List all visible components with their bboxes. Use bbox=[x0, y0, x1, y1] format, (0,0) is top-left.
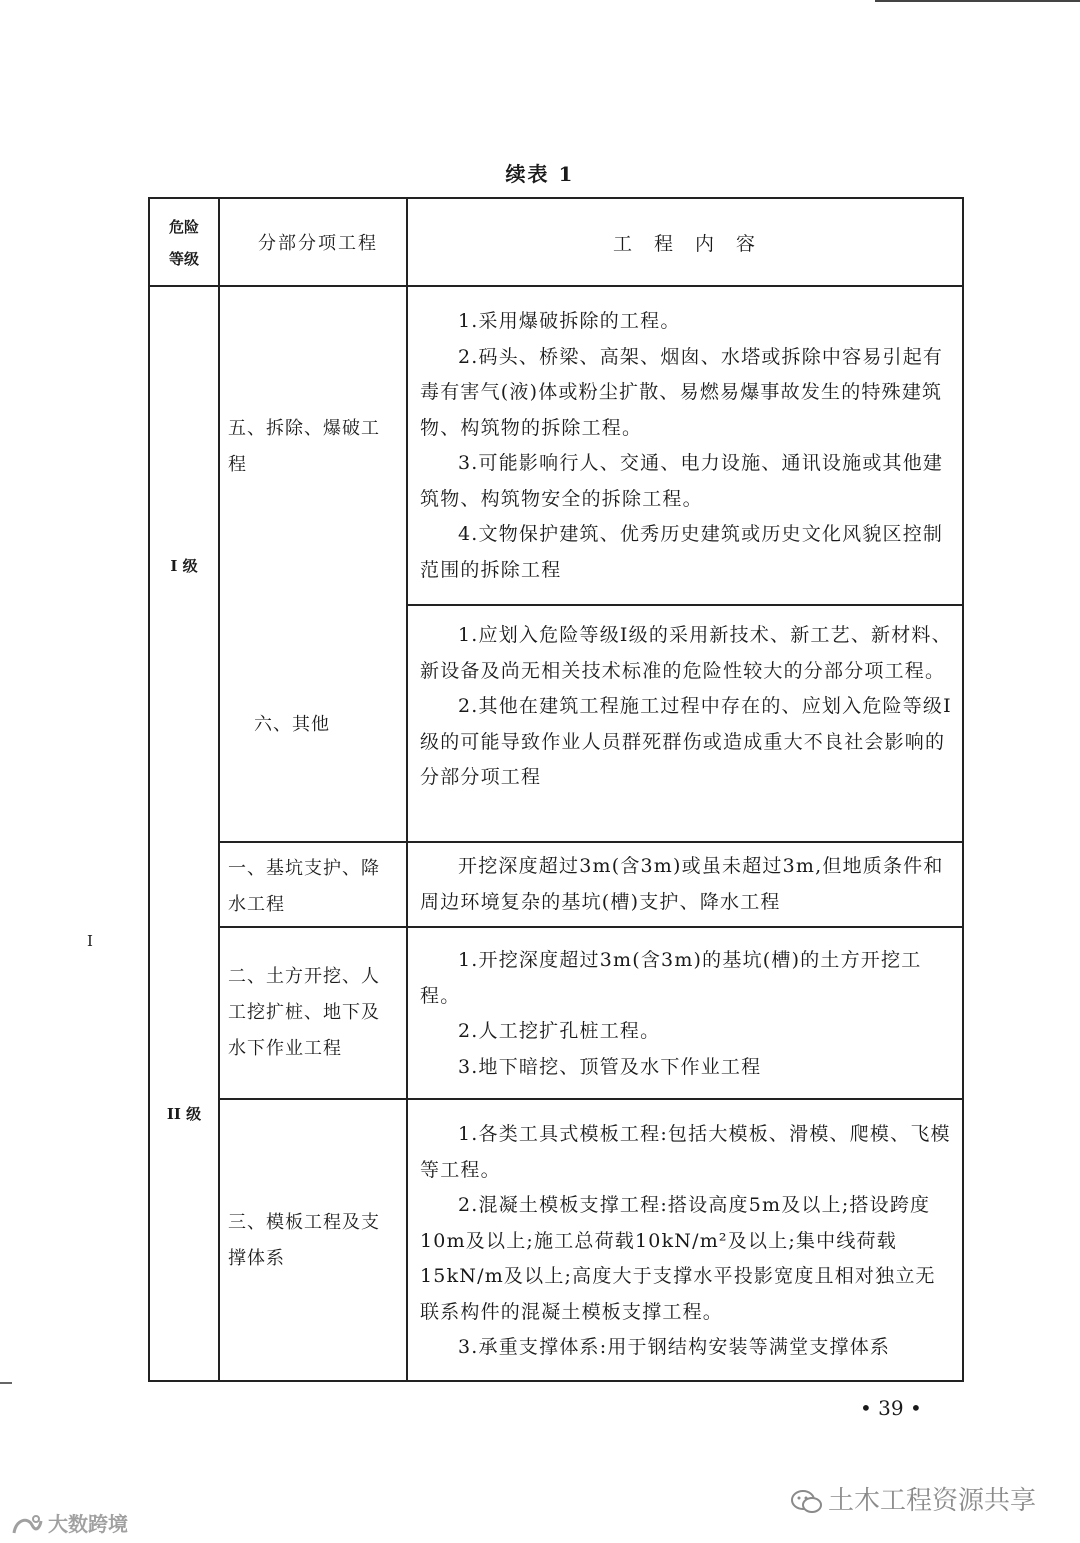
row-4-content bbox=[420, 943, 955, 1085]
header-grade: 危险等级 bbox=[168, 218, 199, 268]
row-4-subproject: 二、土方开挖、人工挖扩桩、地下及水下作业工程 bbox=[228, 966, 380, 1059]
grade-1-label: I 级 bbox=[170, 557, 198, 575]
row-divider-1 bbox=[406, 604, 964, 606]
grade-divider bbox=[218, 841, 964, 843]
margin-mark bbox=[0, 1382, 12, 1384]
header-subproject: 分部分项工程 bbox=[258, 233, 378, 254]
row-divider-3 bbox=[218, 926, 964, 928]
row-2-subproject: 六、其他 bbox=[254, 714, 330, 735]
content-column-divider bbox=[406, 199, 408, 1382]
wechat-icon bbox=[790, 1489, 824, 1515]
row-5-item-3: 3.承重支撑体系:用于钢结构安装等满堂支撑体系 bbox=[458, 1336, 891, 1358]
row-1-item-2: 2.码头、桥梁、高架、烟囱、水塔或拆除中容易引起有毒有害气(液)体或粉尘扩散、易燃易爆事故发生的特殊建筑物、构筑物的拆除工程。 bbox=[420, 345, 944, 439]
row-1-content bbox=[420, 304, 955, 588]
data-table bbox=[87, 197, 964, 1382]
row-5-content bbox=[420, 1117, 955, 1366]
watermark-right bbox=[790, 1480, 1036, 1517]
top-rule bbox=[875, 0, 1080, 2]
table-title: 续表 1 bbox=[505, 162, 575, 186]
grade-2-label: II 级 bbox=[166, 1105, 202, 1123]
row-3-subproject: 一、基坑支护、降水工程 bbox=[228, 858, 380, 915]
watermark-left-text: 大数跨境 bbox=[48, 1512, 128, 1536]
row-1-item-1: 1.采用爆破拆除的工程。 bbox=[458, 310, 681, 332]
row-3-content bbox=[420, 849, 955, 920]
row-4-item-2: 2.人工挖扩孔桩工程。 bbox=[458, 1020, 661, 1042]
header-row-divider bbox=[150, 285, 964, 287]
row-1-item-3: 3.可能影响行人、交通、电力设施、通讯设施或其他建筑物、构筑物安全的拆除工程。 bbox=[420, 452, 944, 510]
logo-icon bbox=[10, 1513, 44, 1539]
row-5-item-1: 1.各类工具式模板工程:包括大模板、滑模、爬模、飞模等工程。 bbox=[420, 1123, 951, 1181]
watermark-left bbox=[10, 1508, 128, 1539]
row-3-item-1: 开挖深度超过3m(含3m)或虽未超过3m,但地质条件和周边环境复杂的基坑(槽)支护、降水工程 bbox=[420, 855, 944, 913]
row-4-item-1: 1.开挖深度超过3m(含3m)的基坑(槽)的土方开挖工程。 bbox=[420, 949, 922, 1007]
page-number: • 39 • bbox=[860, 1396, 922, 1420]
row-2-item-1: 1.应划入危险等级Ⅰ级的采用新技术、新工艺、新材料、新设备及尚无相关技术标准的危险性较大的分部分项工程。 bbox=[420, 624, 952, 682]
row-2-item-2: 2.其他在建筑工程施工过程中存在的、应划入危险等级Ⅰ级的可能导致作业人员群死群伤或造成重大不良社会影响的分部分项工程 bbox=[420, 695, 952, 788]
row-4-item-3: 3.地下暗挖、顶管及水下作业工程 bbox=[458, 1055, 762, 1078]
row-5-subproject: 三、模板工程及支撑体系 bbox=[228, 1212, 380, 1269]
row-2-content bbox=[420, 618, 955, 796]
row-1-item-4: 4.文物保护建筑、优秀历史建筑或历史文化风貌区控制范围的拆除工程 bbox=[420, 523, 944, 581]
row-1-subproject: 五、拆除、爆破工程 bbox=[228, 418, 380, 475]
grade-2-mark: I bbox=[87, 932, 93, 950]
row-divider-4 bbox=[218, 1098, 964, 1100]
grade-column-divider bbox=[218, 199, 220, 1382]
row-5-item-2: 2.混凝土模板支撑工程:搭设高度5m及以上;搭设跨度10m及以上;施工总荷载10kN/m²及以上;集中线荷载15kN/m及以上;高度大于支撑水平投影宽度且相对独立无联系构件的混凝土模板支撑工程。 bbox=[420, 1194, 936, 1323]
watermark-right-text: 土木工程资源共享 bbox=[828, 1486, 1037, 1516]
header-content: 工 程 内 容 bbox=[612, 233, 764, 255]
